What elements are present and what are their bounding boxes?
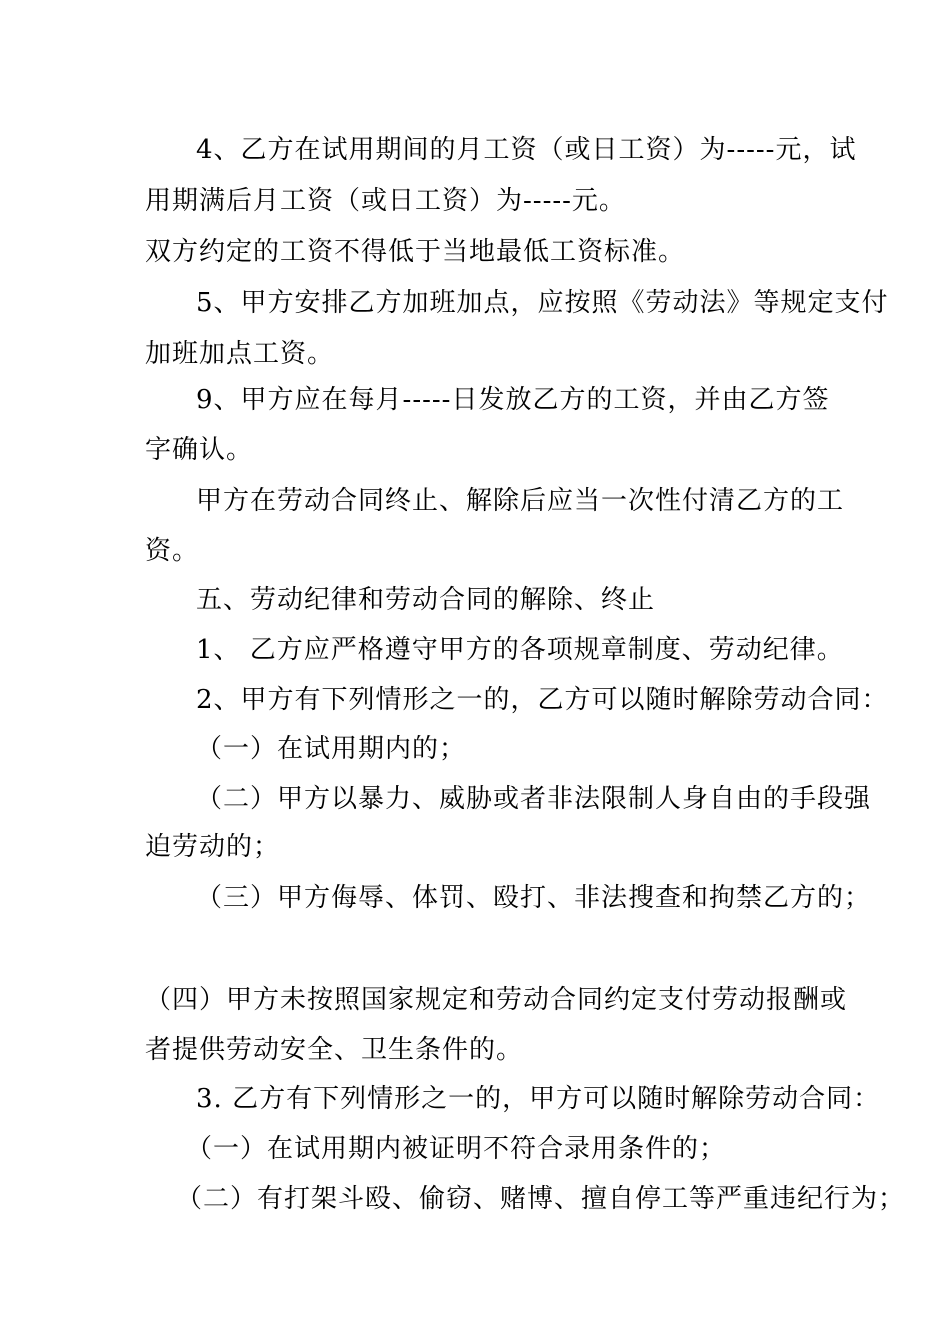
text-line-16: （三）甲方侮辱、体罚、殴打、非法搜查和拘禁乙方的； [196,883,872,913]
text-line-15: 迫劳动的； [145,832,281,862]
text-line-14: （二）甲方以暴力、威胁或者非法限制人身自由的手段强 [196,784,872,814]
text-line-2: 用期满后月工资（或日工资）为-----元。 [145,186,626,216]
text-line-18: 者提供劳动安全、卫生条件的。 [145,1035,524,1065]
text-line-6: 9、甲方应在每月-----日发放乙方的工资，并由乙方签 [196,385,830,415]
text-line-5: 加班加点工资。 [145,339,335,369]
text-line-4: 5、甲方安排乙方加班加点，应按照《劳动法》等规定支付 [196,288,889,318]
text-line-13: （一）在试用期内的； [196,734,467,764]
text-line-19: 3. 乙方有下列情形之一的，甲方可以随时解除劳动合同： [196,1084,881,1114]
text-line-20: （一）在试用期内被证明不符合录用条件的； [186,1134,727,1164]
text-line-11: 1、 乙方应严格遵守甲方的各项规章制度、劳动纪律。 [196,635,844,665]
text-line-8: 甲方在劳动合同终止、解除后应当一次性付清乙方的工 [196,486,845,516]
text-line-7: 字确认。 [145,435,254,465]
text-line-1: 4、乙方在试用期间的月工资（或日工资）为-----元，试 [196,135,857,165]
text-line-17: （四）甲方未按照国家规定和劳动合同约定支付劳动报酬或 [145,985,848,1015]
text-line-12: 2、甲方有下列情形之一的，乙方可以随时解除劳动合同： [196,685,889,715]
section-heading: 五、劳动纪律和劳动合同的解除、终止 [196,585,656,615]
text-line-3: 双方约定的工资不得低于当地最低工资标准。 [145,237,686,267]
text-line-21: （二）有打架斗殴、偷窃、赌博、擅自停工等严重违纪行为； [176,1184,906,1214]
text-line-9: 资。 [145,536,200,566]
